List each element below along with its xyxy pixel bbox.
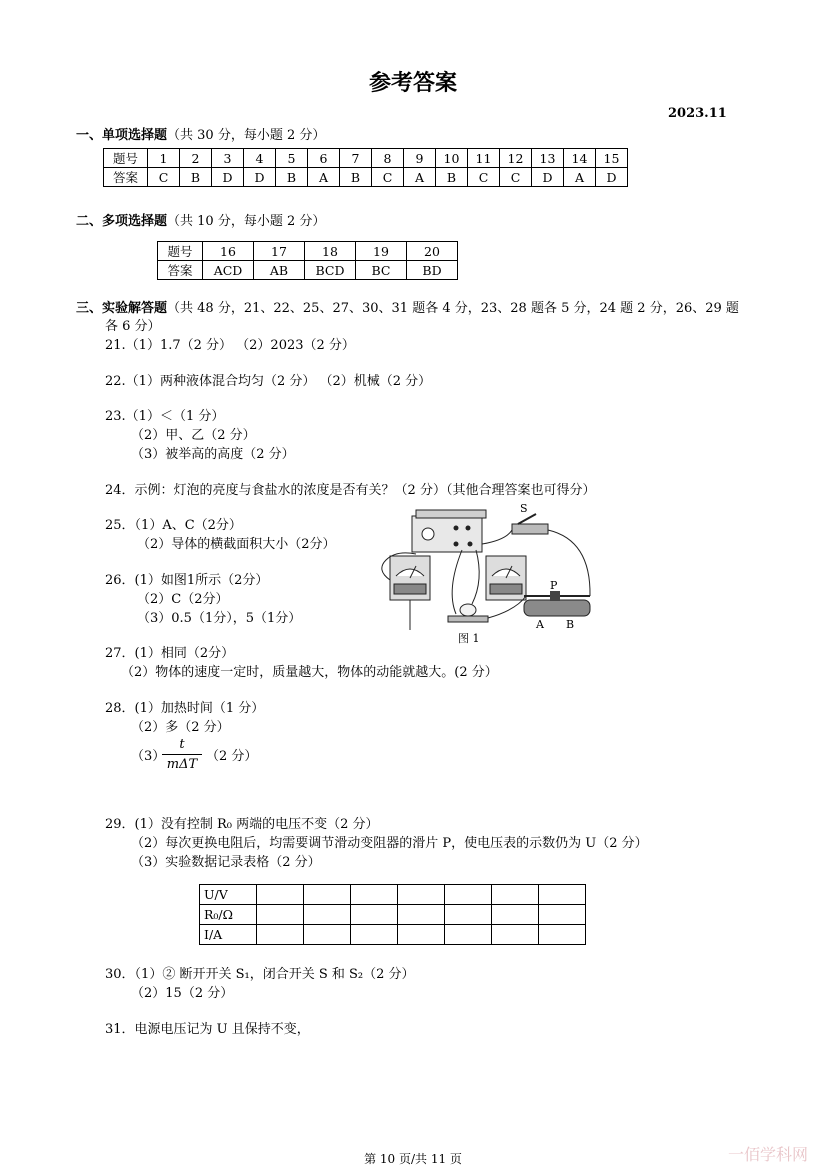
table-cell: C — [468, 168, 500, 187]
table-cell: AB — [254, 261, 305, 280]
table-cell: 13 — [532, 149, 564, 168]
table-row — [104, 149, 628, 168]
row-label: R₀/Ω — [200, 905, 257, 925]
terminal-a-label: A — [536, 618, 544, 630]
table-row — [104, 168, 628, 187]
table-cell: C — [148, 168, 180, 187]
answer-23-1: 23.（1）＜（1 分） — [105, 409, 225, 424]
circuit-figure — [376, 500, 596, 630]
fraction-numerator: t — [179, 737, 185, 752]
answer-25-1: 25．（1）A、C（2分） — [105, 518, 242, 533]
answer-30-1: 30．（1）② 断开开关 S₁，闭合开关 S 和 S₂（2 分） — [105, 967, 415, 982]
table-cell: A — [404, 168, 436, 187]
table-cell: 16 — [203, 242, 254, 261]
table-cell: 10 — [436, 149, 468, 168]
table-cell: BCD — [305, 261, 356, 280]
table-cell: 4 — [244, 149, 276, 168]
table-cell: B — [276, 168, 308, 187]
table-cell: A — [564, 168, 596, 187]
answer-23-2: （2）甲、乙（2 分） — [131, 428, 256, 443]
section1-title: 一、单项选择题 — [76, 128, 168, 143]
terminal-b-label: B — [566, 618, 575, 630]
page-title: 参考答案 — [368, 70, 457, 96]
answer-31: 31．电源电压记为 U 且保持不变， — [105, 1022, 310, 1037]
answer-27-1: 27．(1）相同（2分） — [105, 646, 235, 661]
table-cell: BC — [356, 261, 407, 280]
table-cell: 12 — [500, 149, 532, 168]
table-cell: BD — [407, 261, 458, 280]
section2-note: （共 10 分，每小题 2 分） — [167, 214, 326, 229]
row-label: 题号 — [158, 242, 203, 261]
exam-date: 2023.11 — [668, 106, 727, 121]
table-cell: D — [532, 168, 564, 187]
table-cell: 3 — [212, 149, 244, 168]
table-cell: 15 — [596, 149, 628, 168]
slider-label: P — [550, 579, 558, 592]
table-cell: B — [436, 168, 468, 187]
answer-24: 24．示例：灯泡的亮度与食盐水的浓度是否有关？（2 分）（其他合理答案也可得分） — [105, 483, 596, 498]
table-row — [158, 242, 458, 261]
dial-icon — [422, 528, 434, 540]
answer-21: 21.（1）1.7（2 分） （2）2023（2 分） — [105, 338, 355, 353]
watermark: 一佰学科网 — [728, 1145, 809, 1164]
section3-heading — [76, 297, 739, 316]
answer-26-3: （3）0.5（1分），5（1分） — [137, 611, 302, 626]
table-cell: A — [308, 168, 340, 187]
switch — [512, 524, 548, 534]
table-cell: 5 — [276, 149, 308, 168]
answer-29-1: 29．(1）没有控制 R₀ 两端的电压不变（2 分） — [105, 817, 379, 832]
answer-30-2: （2）15（2 分） — [131, 986, 234, 1001]
row-label: U/V — [200, 885, 257, 905]
answer-26-2: （2）C（2分） — [137, 592, 229, 607]
table-cell: 7 — [340, 149, 372, 168]
answer-25-2: （2）导体的横截面积大小（2分） — [137, 537, 336, 552]
table-cell: 1 — [148, 149, 180, 168]
table-row — [200, 925, 586, 945]
switch-label: S — [520, 502, 528, 515]
row-label: 答案 — [104, 168, 148, 187]
section1-note: （共 30 分，每小题 2 分） — [167, 128, 326, 143]
answer-27-2: （2）物体的速度一定时，质量越大，物体的动能就越大。(2 分） — [121, 665, 498, 680]
answer-29-3: （3）实验数据记录表格（2 分） — [131, 855, 321, 870]
section3-title: 三、实验解答题 — [76, 301, 168, 316]
table-cell: C — [372, 168, 404, 187]
answer-28-3-suffix: （2 分） — [206, 749, 258, 764]
section1-heading — [76, 124, 325, 143]
table-cell: 11 — [468, 149, 500, 168]
table-cell: ACD — [203, 261, 254, 280]
table-cell: 2 — [180, 149, 212, 168]
answer-28-3-prefix: （3） — [131, 749, 166, 764]
section2-title: 二、多项选择题 — [76, 214, 168, 229]
table-cell: B — [340, 168, 372, 187]
table-cell: 8 — [372, 149, 404, 168]
table-row — [200, 885, 586, 905]
answer-28-2: （2）多（2 分） — [131, 720, 230, 735]
section1-answer-table — [103, 148, 628, 187]
table-cell: C — [500, 168, 532, 187]
fraction-denominator: mΔT — [166, 757, 198, 772]
rheostat — [524, 600, 590, 616]
section3-note-cont: 各 6 分） — [105, 319, 161, 334]
answer-23-3: （3）被举高的高度（2 分） — [131, 447, 295, 462]
table-cell: 18 — [305, 242, 356, 261]
table-cell: D — [596, 168, 628, 187]
section2-heading — [76, 210, 325, 229]
table-cell: D — [212, 168, 244, 187]
table-cell: 6 — [308, 149, 340, 168]
row-label: I/A — [200, 925, 257, 945]
table-cell: 9 — [404, 149, 436, 168]
answer-26-1: 26．(1）如图1所示（2分） — [105, 573, 269, 588]
lamp-icon — [460, 604, 476, 616]
table-row — [158, 261, 458, 280]
table-cell: 17 — [254, 242, 305, 261]
section3-note: （共 48 分，21、22、25、27、30、31 题各 4 分，23、28 题各 5 分，24 题 2 分，26、29 题 — [167, 301, 739, 316]
section2-answer-table — [157, 241, 458, 280]
table-row — [200, 905, 586, 925]
table-cell: 20 — [407, 242, 458, 261]
answer-29-2: （2）每次更换电阻后，均需要调节滑动变阻器的滑片 P，使电压表的示数仍为 U（2 分） — [131, 836, 648, 851]
data-record-table — [199, 884, 586, 945]
table-cell: 19 — [356, 242, 407, 261]
figure-caption: 图 1 — [458, 632, 480, 645]
table-cell: D — [244, 168, 276, 187]
row-label: 答案 — [158, 261, 203, 280]
formula-fraction — [162, 737, 202, 772]
answer-22: 22.（1）两种液体混合均匀（2 分） （2）机械（2 分） — [105, 374, 432, 389]
table-cell: 14 — [564, 149, 596, 168]
answer-28-1: 28．(1）加热时间（1 分） — [105, 701, 265, 716]
page-footer: 第 10 页/共 11 页 — [364, 1152, 462, 1166]
row-label: 题号 — [104, 149, 148, 168]
table-cell: B — [180, 168, 212, 187]
